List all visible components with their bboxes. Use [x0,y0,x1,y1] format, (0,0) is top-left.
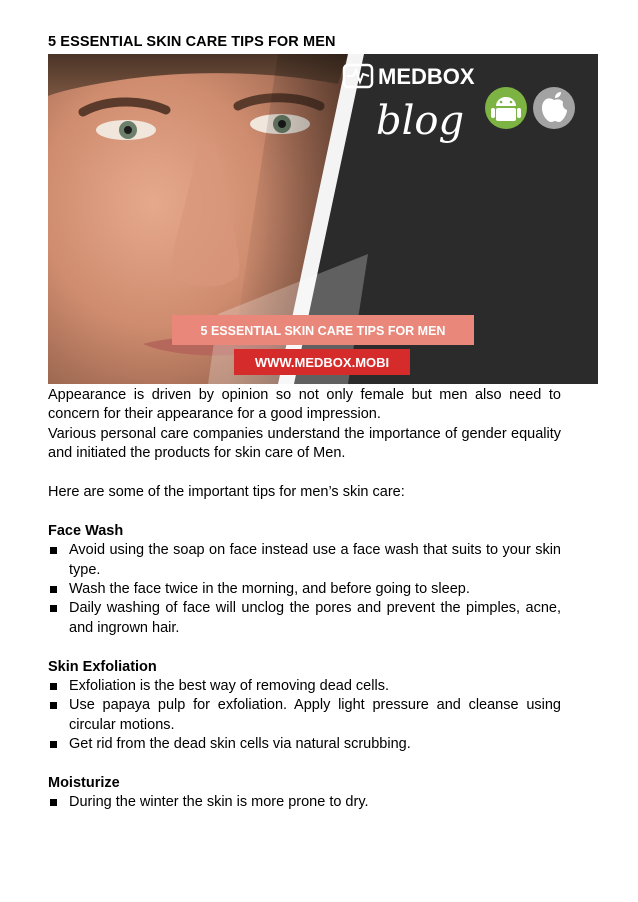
lead-sentence: Here are some of the important tips for men’s skin care: [48,484,405,501]
intro-paragraph: Appearance is driven by opinion so not only female but men also need to concern for their appearance for a good impression. [48,387,561,423]
bullet-square-icon [50,547,57,554]
section-heading: Face Wash [48,522,124,539]
list-item: Wash the face twice in the morning, and before going to sleep. [48,580,561,599]
brand-name: MEDBOX [378,64,475,89]
section-skin-exfoliation [48,658,561,755]
list-item: Get rid from the dead skin cells via natural scrubbing. [48,735,561,754]
section-heading: Moisturize [48,775,120,792]
page-title: 5 ESSENTIAL SKIN CARE TIPS FOR MEN [48,34,336,50]
section-heading: Skin Exfoliation [48,658,157,675]
bullet-square-icon [50,741,57,748]
bullet-square-icon [50,586,57,593]
intro-paragraph: Various personal care companies understand the importance of gender equality and initiated the products for skin care of Men. [48,425,561,462]
bullet-square-icon [50,702,57,709]
url-text: WWW.MEDBOX.MOBI [254,355,390,370]
android-icon [485,87,527,129]
article-body [48,386,561,813]
list-item: Daily washing of face will unclog the pores and prevent the pimples, acne, and ingrown hair. [48,599,561,638]
section-face-wash [48,522,561,638]
section-moisturize [48,774,561,813]
blog-banner-image [48,54,598,384]
apple-icon [533,87,575,129]
list-item: Avoid using the soap on face instead use a face wash that suits to your skin type. [48,541,561,580]
bullet-square-icon [50,683,57,690]
list-item: Use papaya pulp for exfoliation. Apply light pressure and cleanse using circular motions. [48,696,561,735]
bullet-square-icon [50,799,57,806]
list-item: Exfoliation is the best way of removing dead cells. [48,677,561,696]
blog-script-word: blog [376,98,465,144]
bullet-square-icon [50,605,57,612]
list-item: During the winter the skin is more prone to dry. [48,793,561,812]
overlay-title: 5 ESSENTIAL SKIN CARE TIPS FOR MEN [200,324,446,338]
